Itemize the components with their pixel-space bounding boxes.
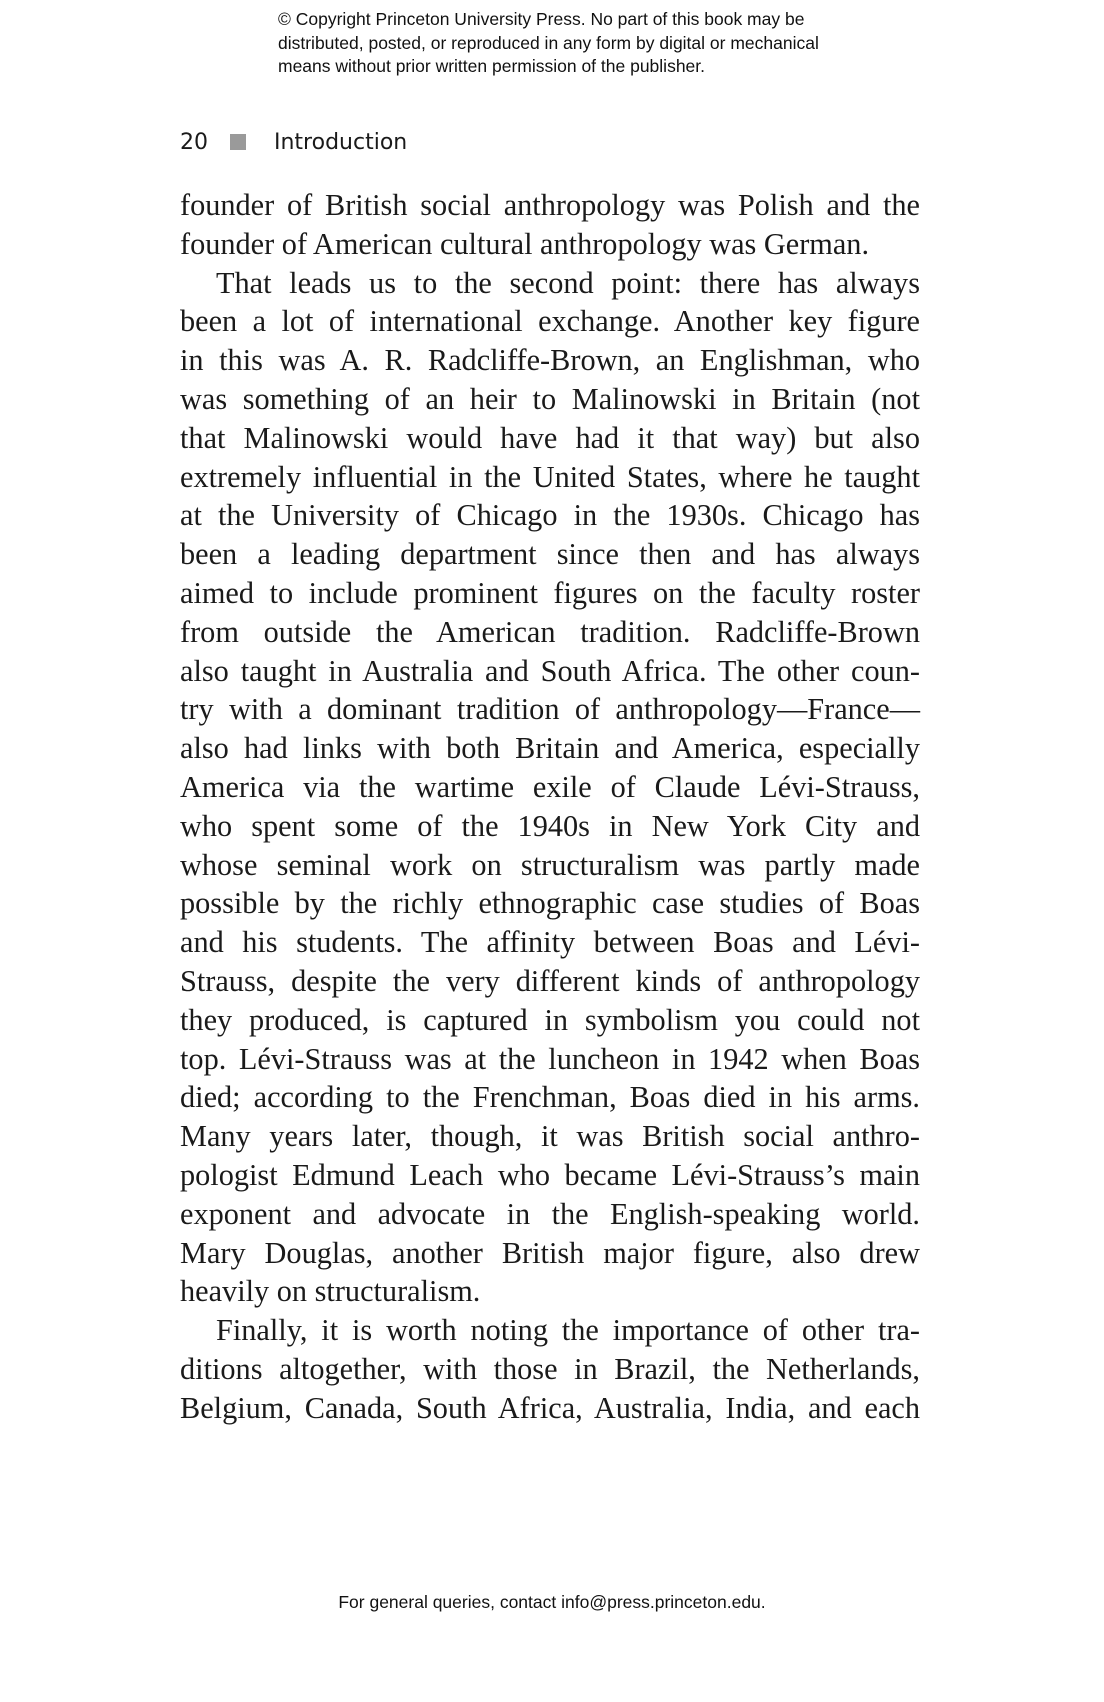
body-line: been a leading department since then and has always <box>180 537 920 572</box>
copyright-line: © Copyright Princeton University Press. No part of this book may be <box>278 9 805 29</box>
body-line: possible by the richly ethnographic case studies of Boas <box>180 886 920 921</box>
body-line: whose seminal work on structuralism was partly made <box>180 847 920 882</box>
body-line: they produced, is captured in symbolism you could not <box>180 1002 920 1037</box>
body-text <box>180 186 920 1428</box>
body-line: try with a dominant tradition of anthropology—France— <box>180 692 920 727</box>
footer-contact: For general queries, contact info@press.princeton.edu. <box>338 1592 766 1612</box>
running-head <box>180 127 407 157</box>
page-number: 20 <box>180 129 208 155</box>
body-line: Many years later, though, it was British social anthro- <box>180 1119 920 1154</box>
body-line: been a lot of international exchange. Another key figure <box>180 304 920 339</box>
body-line: top. Lévi-Strauss was at the luncheon in 1942 when Boas <box>180 1041 920 1076</box>
body-line: died; according to the Frenchman, Boas died in his arms. <box>180 1080 920 1115</box>
body-line: heavily on structuralism. <box>180 1274 481 1309</box>
body-line: also taught in Australia and South Africa. The other coun- <box>180 653 920 688</box>
copyright-line: distributed, posted, or reproduced in any form by digital or mechanical <box>278 32 819 53</box>
body-line: founder of British social anthropology was Polish and the <box>180 188 920 222</box>
copyright-line: means without prior written permission of the publisher. <box>278 56 706 76</box>
copyright-notice <box>278 8 918 79</box>
body-line: Strauss, despite the very different kinds of anthropology <box>180 963 920 998</box>
square-bullet-icon <box>230 134 246 150</box>
body-line: that Malinowski would have had it that way) but also <box>180 420 920 455</box>
body-line: Finally, it is worth noting the importance of other tra- <box>216 1313 920 1348</box>
body-line: was something of an heir to Malinowski in Britain (not <box>180 381 920 416</box>
body-line: from outside the American tradition. Radcliffe-Brown <box>180 614 920 649</box>
body-line: Mary Douglas, another British major figure, also drew <box>180 1235 920 1270</box>
body-line: pologist Edmund Leach who became Lévi-Strauss’s main <box>180 1157 920 1192</box>
body-line: exponent and advocate in the English-speaking world. <box>180 1196 920 1231</box>
body-line: Belgium, Canada, South Africa, Australia, India, and each <box>180 1390 920 1425</box>
body-line: aimed to include prominent figures on the faculty roster <box>180 575 920 610</box>
section-title: Introduction <box>274 129 408 155</box>
body-line: at the University of Chicago in the 1930s. Chicago has <box>180 498 920 533</box>
body-line: in this was A. R. Radcliffe-Brown, an Englishman, who <box>180 343 920 378</box>
body-line: who spent some of the 1940s in New York City and <box>180 808 920 843</box>
body-line: ditions altogether, with those in Brazil, the Netherlands, <box>180 1351 920 1386</box>
body-line: America via the wartime exile of Claude Lévi-Strauss, <box>180 769 920 804</box>
body-line: founder of American cultural anthropology was German. <box>180 226 870 261</box>
body-line: extremely influential in the United States, where he taught <box>180 459 920 494</box>
body-line: That leads us to the second point: there has always <box>216 265 920 300</box>
body-line: and his students. The affinity between Boas and Lévi- <box>180 925 920 960</box>
body-line: also had links with both Britain and America, especially <box>180 731 920 766</box>
